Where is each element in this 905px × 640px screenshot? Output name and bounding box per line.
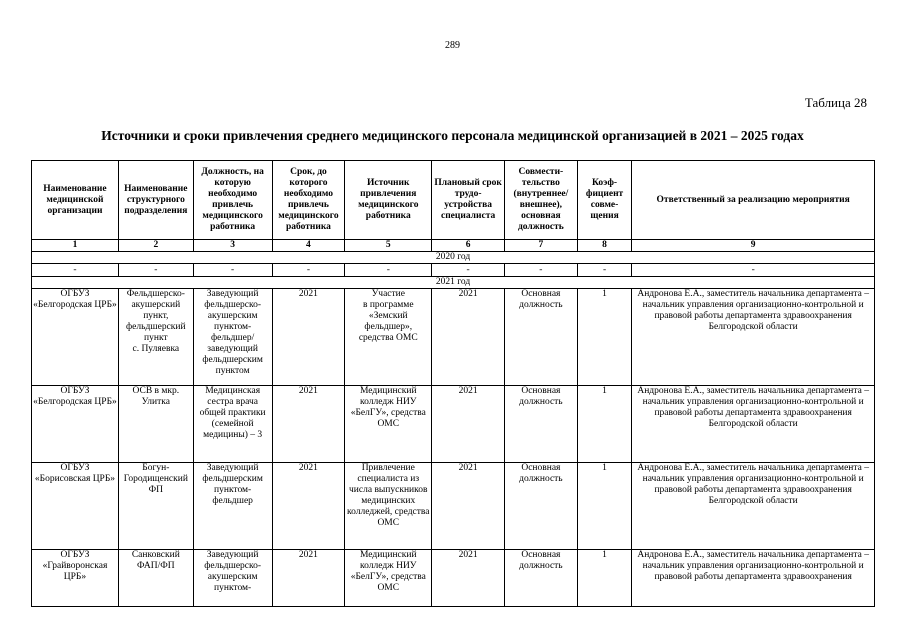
dash-cell: - bbox=[432, 264, 505, 277]
combination-cell: Основная должность bbox=[505, 550, 578, 607]
header-row bbox=[32, 161, 875, 240]
deadline-cell: 2021 bbox=[272, 550, 345, 607]
planned-cell: 2021 bbox=[432, 550, 505, 607]
position-cell: Заведующий фельдшерско-акушерским пунктом- bbox=[193, 550, 272, 607]
dash-cell: - bbox=[632, 264, 875, 277]
document-title: Источники и сроки привлечения среднего медицинского персонала медицинской организацией в 2021 – 2025 годах bbox=[101, 128, 804, 143]
column-number: 9 bbox=[632, 240, 875, 252]
table-row bbox=[32, 550, 875, 607]
header-org: Наименование медицинской организации bbox=[32, 161, 119, 240]
unit-cell: Богун-Городищенский ФП bbox=[118, 463, 193, 550]
org-cell: ОГБУЗ «Белгородская ЦРБ» bbox=[32, 289, 119, 386]
column-number: 7 bbox=[505, 240, 578, 252]
dash-cell: - bbox=[272, 264, 345, 277]
coef-cell: 1 bbox=[577, 463, 632, 550]
source-cell: Участие в программе «Земский фельдшер», средства ОМС bbox=[345, 289, 432, 386]
year-label: 2021 год bbox=[32, 277, 875, 289]
responsible-cell: Андронова Е.А., заместитель начальника департамента – начальник управления организационно-контрольной и правовой работы департамента здравоохранения bbox=[632, 550, 875, 607]
unit-cell: Фельдшерско-акушерский пункт, фельдшерский пункт с. Пуляевка bbox=[118, 289, 193, 386]
staffing-table bbox=[31, 160, 875, 607]
table-label: Таблица 28 bbox=[804, 95, 867, 110]
table-row bbox=[32, 289, 875, 386]
unit-cell: Санковский ФАП/ФП bbox=[118, 550, 193, 607]
header-source: Источник привлечения медицинского работника bbox=[345, 161, 432, 240]
year-label: 2020 год bbox=[32, 252, 875, 264]
year-row-2021 bbox=[32, 277, 875, 289]
combination-cell: Основная должность bbox=[505, 463, 578, 550]
header-responsible: Ответственный за реализацию мероприятия bbox=[632, 161, 875, 240]
planned-cell: 2021 bbox=[432, 386, 505, 463]
responsible-cell: Андронова Е.А., заместитель начальника департамента – начальник управления организационно-контрольной и правовой работы департамента здравоохранения Белгородской области bbox=[632, 289, 875, 386]
column-number: 6 bbox=[432, 240, 505, 252]
dash-cell: - bbox=[193, 264, 272, 277]
dash-cell: - bbox=[32, 264, 119, 277]
column-number: 8 bbox=[577, 240, 632, 252]
dash-cell: - bbox=[345, 264, 432, 277]
column-number: 4 bbox=[272, 240, 345, 252]
org-cell: ОГБУЗ «Грайворонская ЦРБ» bbox=[32, 550, 119, 607]
dash-cell: - bbox=[505, 264, 578, 277]
column-number: 5 bbox=[345, 240, 432, 252]
column-number: 1 bbox=[32, 240, 119, 252]
deadline-cell: 2021 bbox=[272, 463, 345, 550]
header-unit: Наименование структурного подразделения bbox=[118, 161, 193, 240]
header-position: Должность, на которую необходимо привлечь медицинского работника bbox=[193, 161, 272, 240]
dash-cell: - bbox=[118, 264, 193, 277]
column-number: 3 bbox=[193, 240, 272, 252]
column-number-row bbox=[32, 240, 875, 252]
deadline-cell: 2021 bbox=[272, 386, 345, 463]
planned-cell: 2021 bbox=[432, 289, 505, 386]
empty-row bbox=[32, 264, 875, 277]
header-deadline: Срок, до которого необходимо привлечь медицинского работника bbox=[272, 161, 345, 240]
source-cell: Медицинский колледж НИУ «БелГУ», средства ОМС bbox=[345, 550, 432, 607]
page-number: 289 bbox=[445, 40, 460, 51]
responsible-cell: Андронова Е.А., заместитель начальника департамента – начальник управления организационно-контрольной и правовой работы департамента здравоохранения Белгородской области bbox=[632, 463, 875, 550]
position-cell: Медицинская сестра врача общей практики (семейной медицины) – 3 bbox=[193, 386, 272, 463]
source-cell: Медицинский колледж НИУ «БелГУ», средства ОМС bbox=[345, 386, 432, 463]
table-row bbox=[32, 386, 875, 463]
header-coef: Коэф-фициент совме-щения bbox=[577, 161, 632, 240]
org-cell: ОГБУЗ «Борисовская ЦРБ» bbox=[32, 463, 119, 550]
combination-cell: Основная должность bbox=[505, 386, 578, 463]
position-cell: Заведующий фельдшерско-акушерским пунктом-фельдшер/ заведующий фельдшерским пунктом bbox=[193, 289, 272, 386]
dash-cell: - bbox=[577, 264, 632, 277]
table-row bbox=[32, 463, 875, 550]
combination-cell: Основная должность bbox=[505, 289, 578, 386]
coef-cell: 1 bbox=[577, 386, 632, 463]
header-combination: Совмести-тельство (внутреннее/ внешнее), основная должность bbox=[505, 161, 578, 240]
position-cell: Заведующий фельдшерским пунктом-фельдшер bbox=[193, 463, 272, 550]
deadline-cell: 2021 bbox=[272, 289, 345, 386]
year-row-2020 bbox=[32, 252, 875, 264]
coef-cell: 1 bbox=[577, 289, 632, 386]
responsible-cell: Андронова Е.А., заместитель начальника департамента – начальник управления организационно-контрольной и правовой работы департамента здравоохранения Белгородской области bbox=[632, 386, 875, 463]
header-planned: Плановый срок трудо-устройства специалиста bbox=[432, 161, 505, 240]
column-number: 2 bbox=[118, 240, 193, 252]
planned-cell: 2021 bbox=[432, 463, 505, 550]
source-cell: Привлечение специалиста из числа выпускников медицинских колледжей, средства ОМС bbox=[345, 463, 432, 550]
unit-cell: ОСВ в мкр. Улитка bbox=[118, 386, 193, 463]
org-cell: ОГБУЗ «Белгородская ЦРБ» bbox=[32, 386, 119, 463]
coef-cell: 1 bbox=[577, 550, 632, 607]
